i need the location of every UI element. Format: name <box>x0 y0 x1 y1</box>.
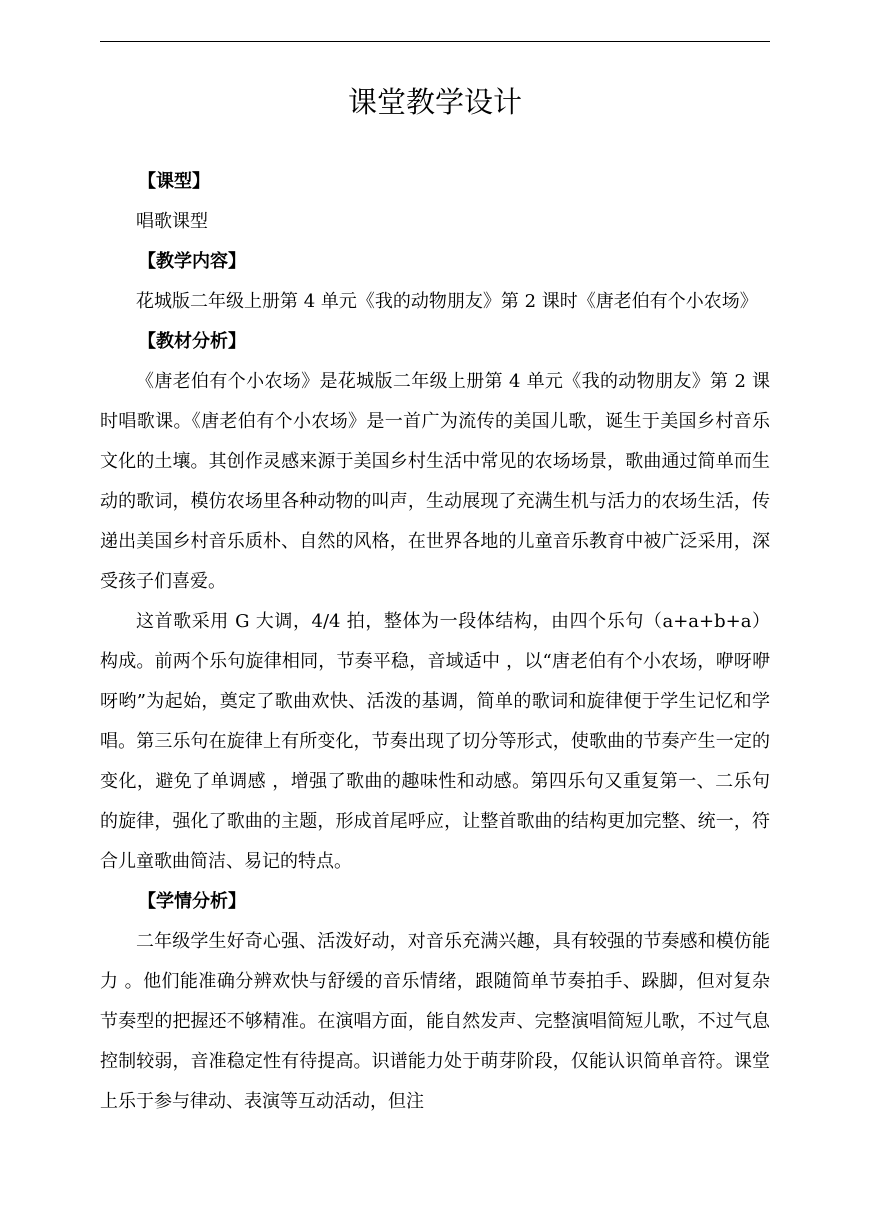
section-paragraph: 这首歌采用 G 大调，4/4 拍，整体为一段体结构，由四个乐句（a+a+b+a）构成。前两个乐句旋律相同，节奏平稳，音域适中 ，以“唐老伯有个小农场，咿呀咿呀哟”为起始，奠定了歌曲欢快、活泼的基调，简单的歌词和旋律便于学生记忆和学唱。第三乐句在旋律上有所变化，节奏出现了切分等形式，使歌曲的节奏产生一定的变化，避免了单调感 ，增强了歌曲的趣味性和动感。第四乐句又重复第一、二乐句的旋律，强化了歌曲的主题，形成首尾呼应，让整首歌曲的结构更加完整、统一，符合儿童歌曲简洁、易记的特点。 <box>100 611 770 872</box>
document-body <box>100 162 770 1122</box>
section-paragraph: 《唐老伯有个小农场》是花城版二年级上册第 4 单元《我的动物朋友》第 2 课时唱歌课。《唐老伯有个小农场》是一首广为流传的美国儿歌，诞生于美国乡村音乐文化的土壤。其创作灵感来源于美国乡村生活中常见的农场场景，歌曲通过简单而生动的歌词，模仿农场里各种动物的叫声，生动展现了充满生机与活力的农场生活，传递出美国乡村音乐质朴、自然的风格，在世界各地的儿童音乐教育中被广泛采用，深受孩子们喜爱。 <box>100 371 770 592</box>
section-student-analysis <box>100 882 770 1122</box>
section-heading: 【教材分析】 <box>138 331 246 352</box>
section-paragraph: 花城版二年级上册第 4 单元《我的动物朋友》第 2 课时《唐老伯有个小农场》 <box>136 291 758 312</box>
page-title: 课堂教学设计 <box>347 85 522 119</box>
header-rule <box>100 41 770 42</box>
section-paragraph: 唱歌课型 <box>136 211 208 232</box>
section-paragraph: 二年级学生好奇心强、活泼好动，对音乐充满兴趣，具有较强的节奏感和模仿能力 。他们能准确分辨欢快与舒缓的音乐情绪，跟随简单节奏拍手、跺脚，但对复杂节奏型的把握还不够精准。在演唱方面，能自然发声、完整演唱简短儿歌，不过气息控制较弱，音准稳定性有待提高。识谱能力处于萌芽阶段，仅能认识简单音符。课堂上乐于参与律动、表演等互动活动，但注 <box>100 931 770 1112</box>
section-lesson-type <box>100 162 770 242</box>
section-teaching-content <box>100 242 770 322</box>
section-heading: 【学情分析】 <box>138 891 246 912</box>
section-material-analysis <box>100 322 770 882</box>
section-heading: 【教学内容】 <box>138 251 246 272</box>
section-heading: 【课型】 <box>138 171 210 192</box>
